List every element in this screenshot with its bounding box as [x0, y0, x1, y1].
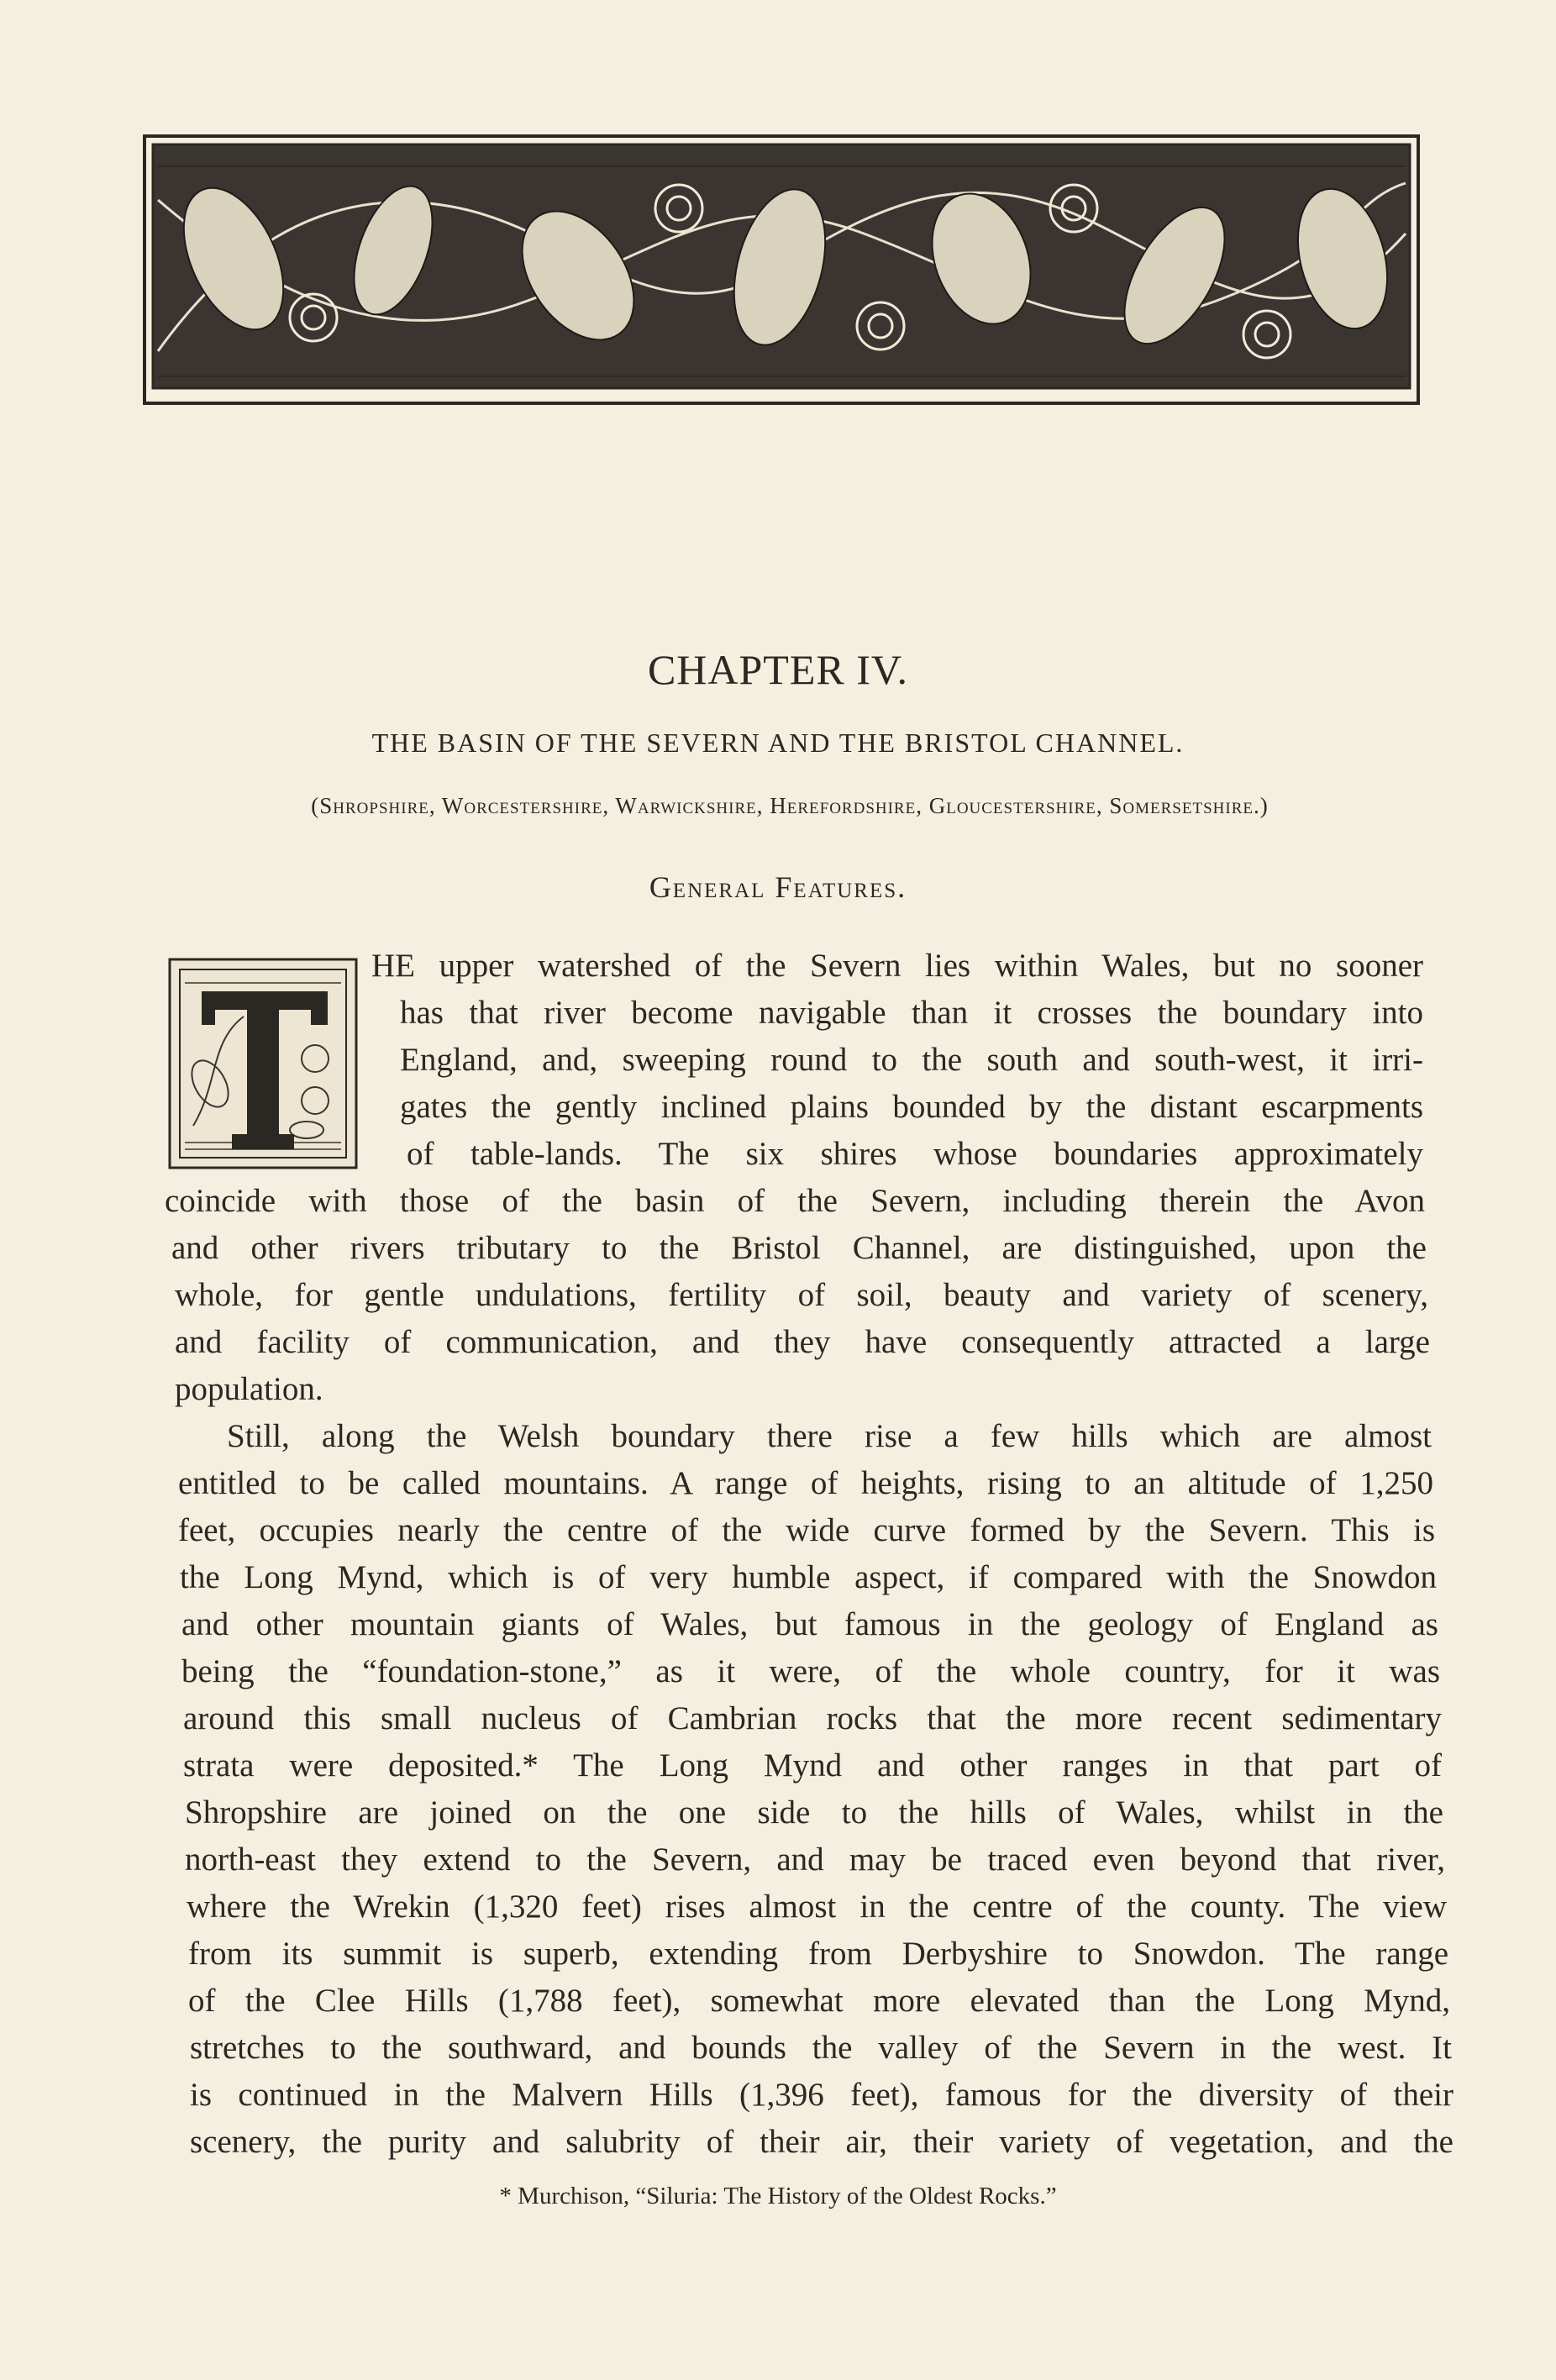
paragraph-2-line: of the Clee Hills (1,788 feet), somewhat more elevated than the Long Mynd,: [188, 1983, 1450, 2019]
paragraph-2-line: from its summit is superb, extending from Derbyshire to Snowdon. The range: [188, 1936, 1448, 1972]
paragraph-1-line: England, and, sweeping round to the south and south-west, it irri-: [400, 1042, 1423, 1078]
paragraph-2-line: feet, occupies nearly the centre of the wide curve formed by the Severn. This is: [178, 1512, 1435, 1548]
paragraph-2-line: is continued in the Malvern Hills (1,396 feet), famous for the diversity of their: [190, 2077, 1453, 2113]
paragraph-1-line: and facility of communication, and they have consequently attracted a large: [175, 1324, 1430, 1360]
paragraph-2-line: stretches to the southward, and bounds the valley of the Severn in the west. It: [190, 2030, 1452, 2066]
floral-ornament-banner-icon: [141, 133, 1422, 407]
paragraph-2-line: entitled to be called mountains. A range of heights, rising to an altitude of 1,250: [178, 1465, 1433, 1501]
paragraph-1-line: gates the gently inclined plains bounded by the distant escarpments: [400, 1089, 1423, 1125]
paragraph-2-line: scenery, the purity and salubrity of their air, their variety of vegetation, and the: [190, 2124, 1453, 2160]
ornamental-initial-t-icon: [168, 958, 358, 1169]
paragraph-2-line: Still, along the Welsh boundary there rise a few hills which are almost: [227, 1418, 1432, 1454]
paragraph-2-line: north-east they extend to the Severn, and may be traced even beyond that river,: [185, 1841, 1445, 1878]
paragraph-2-line: where the Wrekin (1,320 feet) rises almost in the centre of the county. The view: [187, 1889, 1447, 1925]
paragraph-2-line: the Long Mynd, which is of very humble aspect, if compared with the Snowdon: [180, 1559, 1437, 1595]
chapter-heading: CHAPTER IV.: [647, 646, 909, 693]
drop-cap: [168, 958, 358, 1169]
paragraph-1-line: has that river become navigable than it crosses the boundary into: [400, 995, 1423, 1031]
paragraph-1-line: HE upper watershed of the Severn lies within Wales, but no sooner: [371, 948, 1423, 984]
paragraph-2-line: being the “foundation-stone,” as it were, of the whole country, for it was: [181, 1653, 1440, 1689]
paragraph-1-line: whole, for gentle undulations, fertility of soil, beauty and variety of scenery,: [175, 1277, 1428, 1313]
paragraph-2-line: around this small nucleus of Cambrian rocks that the more recent sedimentary: [183, 1700, 1442, 1736]
paragraph-2-line: and other mountain giants of Wales, but famous in the geology of England as: [181, 1606, 1438, 1642]
paragraph-2-line: strata were deposited.* The Long Mynd and other ranges in that part of: [183, 1747, 1442, 1784]
paragraph-1-line: of table-lands. The six shires whose boundaries approximately: [407, 1136, 1423, 1172]
section-heading: General Features.: [649, 870, 907, 904]
paragraph-1-line: population.: [175, 1371, 323, 1407]
paragraph-1-line: and other rivers tributary to the Bristol Channel, are distinguished, upon the: [171, 1230, 1427, 1266]
paragraph-1-line: coincide with those of the basin of the Severn, including therein the Avon: [165, 1183, 1425, 1219]
counties-list: (Shropshire, Worcestershire, Warwickshire, Herefordshire, Gloucestershire, Somersetshire.): [311, 793, 1269, 818]
ornamental-banner: [141, 133, 1422, 407]
footnote: * Murchison, “Siluria: The History of the Oldest Rocks.”: [499, 2183, 1057, 2209]
chapter-title: THE BASIN OF THE SEVERN AND THE BRISTOL CHANNEL.: [371, 728, 1185, 758]
paragraph-2-line: Shropshire are joined on the one side to the hills of Wales, whilst in the: [185, 1794, 1443, 1831]
